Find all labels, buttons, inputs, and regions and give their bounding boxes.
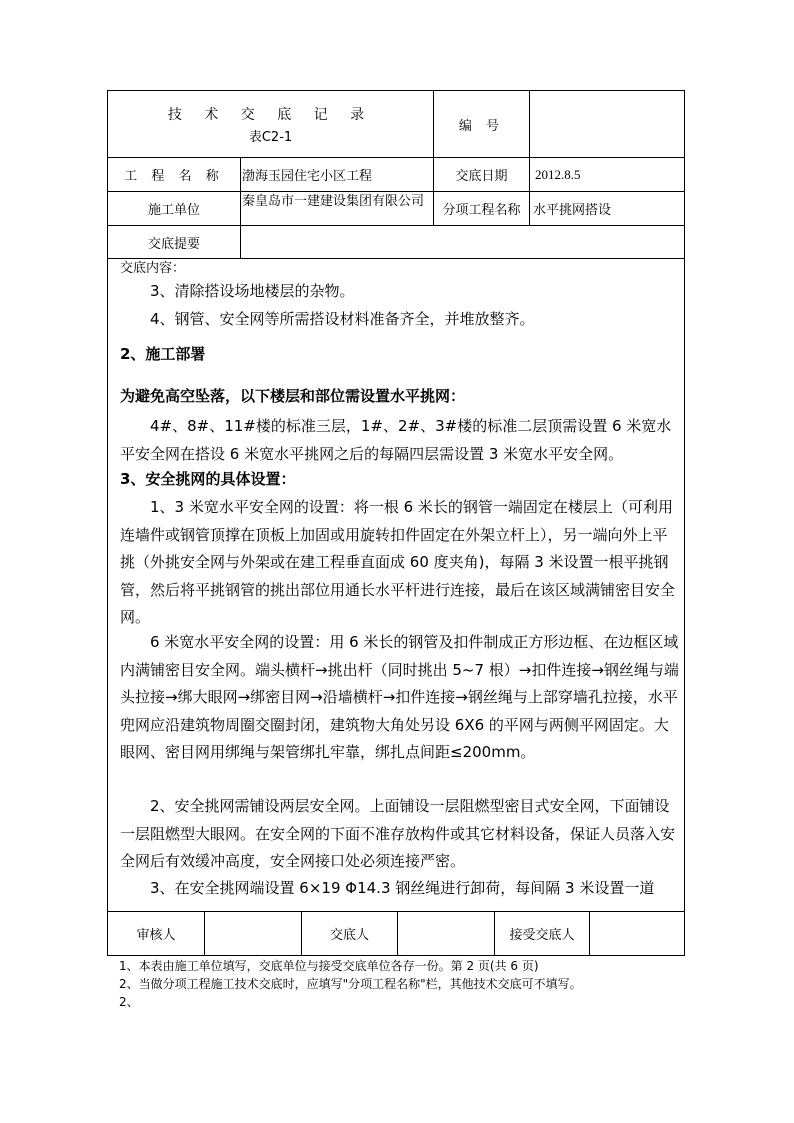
summary-label: 交底提要	[147, 236, 200, 252]
table-bottom-border	[107, 955, 685, 956]
form-number: 表C2-1	[248, 129, 293, 145]
section-heading-settings: 3、安全挑网的具体设置：	[120, 470, 296, 488]
subitem-value: 水平挑网搭设	[533, 203, 612, 218]
content-paragraph-2: 4、钢管、安全网等所需搭设材料准备齐全，并堆放整齐。	[150, 310, 535, 328]
reviewer-label: 审核人	[136, 928, 176, 943]
subitem-label: 分项工程名称	[442, 203, 521, 218]
col-divider-c	[529, 90, 530, 225]
date-value: 2012.8.5	[535, 166, 581, 182]
content-paragraph-7: 3、在安全挑网端设置 6×19 Φ14.3 钢丝绳进行卸荷，每间隔 3 米设置一道	[150, 879, 655, 897]
summary-value	[244, 226, 682, 258]
footnote-1: 1、本表由施工单位填写，交底单位与接受交底单位各存一份。第 2 页(共 6 页)	[119, 959, 539, 973]
receiver-label: 接受交底人	[509, 928, 575, 943]
content-paragraph-3: 4#、8#、11#楼的标准三层，1#、2#、3#楼的标准二层顶需设置 6 米宽水平安全网在搭设 6 米宽水平挑网之后的每隔四层需设置 3 米宽水平安全网。	[120, 417, 672, 463]
project-name-label: 工 程 名 称	[124, 169, 224, 184]
contractor-label: 施工单位	[147, 203, 200, 218]
serial-value	[534, 91, 682, 157]
receiver-value	[590, 912, 684, 955]
project-name-value: 渤海玉园住宅小区工程	[242, 169, 373, 184]
col-divider-a	[240, 157, 241, 259]
content-paragraph-1: 3、清除搭设场地楼层的杂物。	[150, 282, 355, 300]
reviewer-value	[205, 912, 301, 955]
content-paragraph-6: 2、安全挑网需铺设两层安全网。上面铺设一层阻燃型密目式安全网，下面铺设一层阻燃型大眼网。在安全网的下面不准存放构件或其它材料设备，保证人员落入安全网后有效缓冲高度，安全网接口处必须连接严密。	[120, 797, 676, 871]
footnote-2: 2、当做分项工程施工技术交底时，应填写"分项工程名称"栏，其他技术交底可不填写。	[119, 977, 582, 991]
row-divider-4	[107, 258, 685, 259]
content-paragraph-5: 6 米宽水平安全网的设置：用 6 米长的钢管及扣件制成正方形边框、在边框区域内满铺密目安全网。端头横杆→挑出杆（同时挑出 5~7 根）→扣件连接→钢丝绳与端头拉接→绑大眼网→绑密目网→沿墙横杆→扣件连接→钢丝绳与上部穿墙孔拉接，水平兜网应沿建筑物周圈交圈封闭，建筑物大角处另设 6X6 的平网与两侧平网固定。大眼网、密目网用绑绳与架管绑扎牢靠，绑扎点间距≤200mm。	[120, 633, 679, 762]
content-label: 交底内容：	[120, 261, 186, 276]
date-label: 交底日期	[455, 169, 508, 184]
section-heading-deployment: 2、施工部署	[120, 345, 206, 363]
table-right-border	[684, 90, 685, 956]
discloser-label: 交底人	[329, 928, 369, 943]
page-title: 技 术 交 底 记 录	[167, 107, 374, 123]
footnote-3: 2、	[119, 995, 139, 1009]
section-heading-floors: 为避免高空坠落，以下楼层和部位需设置水平挑网：	[120, 387, 466, 405]
contractor-value: 秦皇岛市一建建设集团有限公司	[242, 194, 425, 209]
discloser-value	[398, 912, 494, 955]
serial-label: 编 号	[458, 118, 505, 134]
content-paragraph-4: 1、3 米宽水平安全网的设置：将一根 6 米长的钢管一端固定在楼层上（可利用连墙件或钢管顶撑在顶板上加固或用旋转扣件固定在外架立杆上），另一端向外上平挑（外挑安全网与外架或在建工程垂直面成 60 度夹角)，每隔 3 米设置一根平挑钢管，然后将平挑钢管的挑出部位用通长水平杆进行连接，最后在该区域满铺密目安全网。	[120, 498, 676, 627]
